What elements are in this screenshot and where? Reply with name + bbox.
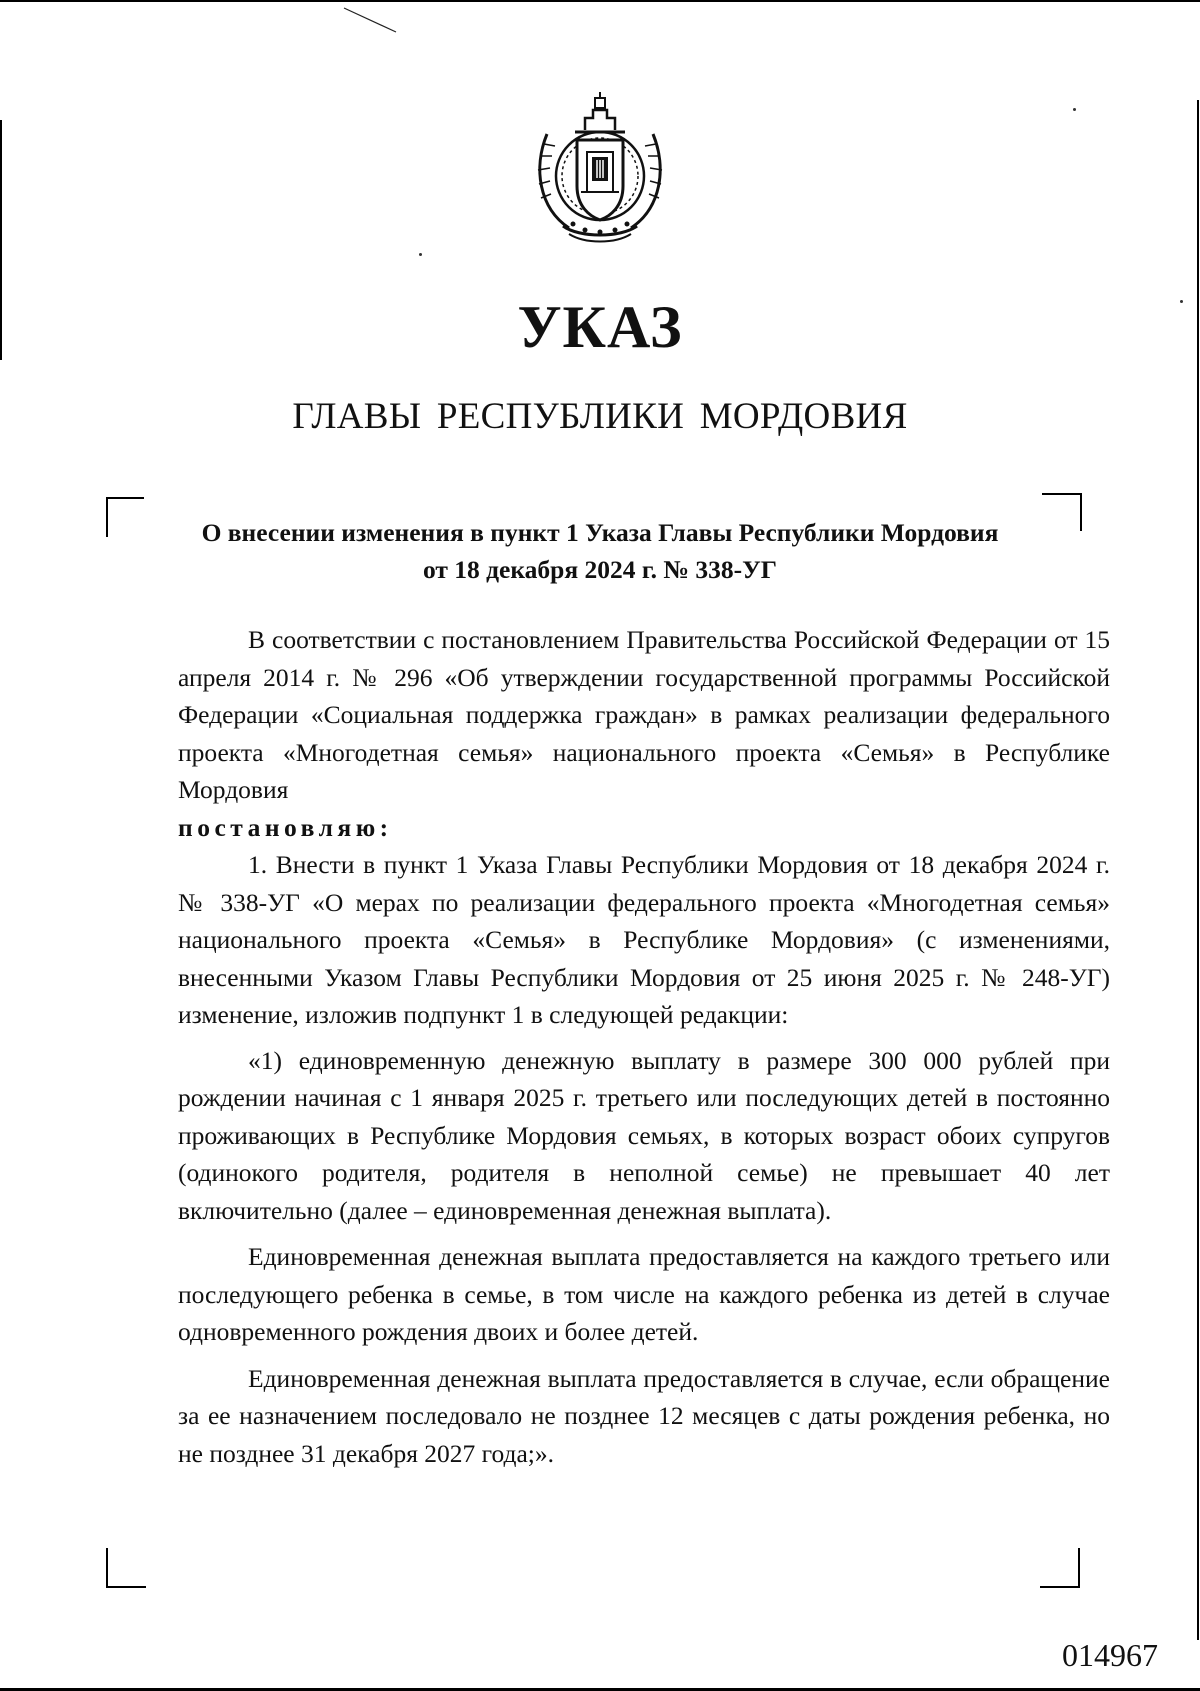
document-heading — [140, 514, 1060, 588]
crop-mark-top-left — [106, 497, 108, 537]
coat-of-arms-mordovia-icon — [529, 88, 671, 246]
document-serial-number: 014967 — [1062, 1637, 1158, 1673]
crop-mark-bottom-left — [106, 1586, 146, 1588]
crop-mark-top-right — [1080, 493, 1082, 531]
heading-line: от 18 декабря 2024 г. № 338-УГ — [422, 555, 778, 584]
scan-edge-top — [0, 0, 1200, 2]
document-subtitle: ГЛАВЫ РЕСПУБЛИКИ МОРДОВИЯ — [292, 396, 908, 437]
document-body — [178, 621, 1110, 1472]
crop-mark-bottom-right — [1078, 1548, 1080, 1588]
scan-scratch — [340, 0, 400, 35]
scan-speck — [419, 253, 422, 256]
document-title: УКАЗ — [517, 294, 683, 360]
decree-word: постановляю: — [178, 812, 393, 842]
body-paragraph: Единовременная денежная выплата предоставляется на каждого третьего или последующего ребенка в семье, в том числе на каждого ребенка из детей в случае одновременного рождения двоих и более детей. — [178, 1242, 1110, 1346]
heading-line: О внесении изменения в пункт 1 Указа Главы Республики Мордовия — [201, 518, 999, 547]
crop-mark-top-right — [1042, 493, 1082, 495]
preamble-paragraph: В соответствии с постановлением Правительства Российской Федерации от 15 апреля 2014 г. № 296 «Об утверждении государственной программы Российской Федерации «Социальная поддержка граждан» в рамках реализации федерального проекта «Многодетная семья» национального проекта «Семья» в Республике Мордовия — [178, 625, 1110, 804]
crop-mark-top-left — [106, 497, 144, 499]
crop-mark-bottom-right — [1040, 1586, 1080, 1588]
body-paragraph: Единовременная денежная выплата предоставляется в случае, если обращение за ее назначением последовало не позднее 12 месяцев с даты рождения ребенка, но не позднее 31 декабря 2027 года;». — [178, 1363, 1110, 1468]
scan-speck — [1073, 108, 1076, 111]
body-paragraph: «1) единовременную денежную выплату в размере 300 000 рублей при рождении начиная с 1 января 2025 г. третьего или последующих детей в постоянно проживающих в Республике Мордовия семьях, в которых возраст обоих супругов (одинокого родителя, родителя в неполной семье) не превышает 40 лет включительно (далее – единовременная денежная выплата). — [178, 1045, 1110, 1225]
crop-mark-bottom-left — [106, 1548, 108, 1588]
body-paragraph: 1. Внести в пункт 1 Указа Главы Республики Мордовия от 18 декабря 2024 г. № 338-УГ «О мерах по реализации федерального проекта «Многодетная семья» национального проекта «Семья» в Республике Мордовия» (с изменениями, внесенными Указом Главы Республики Мордовия от 25 июня 2025 г. № 248-УГ) изменение, изложив подпункт 1 в следующей редакции: — [178, 850, 1110, 1029]
